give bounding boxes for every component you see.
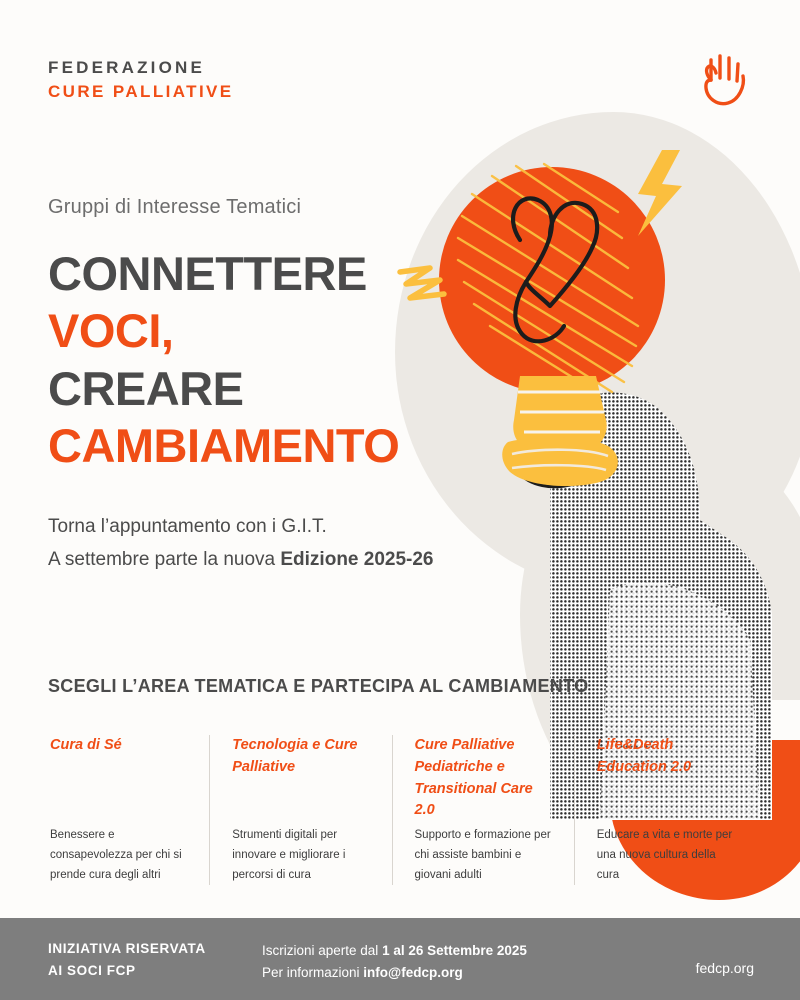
section-heading: SCEGLI L’AREA TEMATICA E PARTECIPA AL CAMBIAMENTO: [48, 676, 589, 696]
thematic-area-description: Benessere e consapevolezza per chi si prende cura degli altri: [50, 829, 182, 882]
lightning-bolt-icon: [638, 150, 682, 236]
brand-logotype: [48, 56, 234, 104]
footer-info-line: [262, 962, 527, 984]
thematic-area-item[interactable]: [392, 735, 574, 885]
hero-title-line-3: CREARE: [48, 361, 244, 415]
thematic-area-title: Life&Death Education 2.0: [596, 737, 692, 775]
thematic-area-description: Supporto e formazione per chi assiste bambini e giovani adulti: [414, 829, 551, 882]
hero-title-line-2: VOCI,: [48, 304, 174, 358]
footer-reserved-line-1: INIZIATIVA RISERVATA: [48, 941, 206, 956]
subtitle-line-1: Torna l’appuntamento con i G.I.T.: [48, 516, 327, 537]
thematic-area-title: Cura di Sé: [50, 737, 122, 753]
footer-dates-line: [262, 940, 527, 962]
hero-title-line-4: CAMBIAMENTO: [48, 418, 400, 472]
thematic-area-item[interactable]: [574, 735, 756, 885]
subtitle-edition: Edizione 2025-26: [280, 549, 434, 571]
brand-line-federazione: FEDERAZIONE: [48, 58, 206, 77]
thematic-area-title: Tecnologia e Cure Palliative: [232, 737, 358, 775]
hero-kicker: Gruppi di Interesse Tematici: [48, 196, 302, 218]
footer-reserved-note: [48, 938, 206, 981]
thematic-area-item[interactable]: [209, 735, 391, 885]
hero-title-block: [48, 196, 399, 474]
footer-reserved-line-2: AI SOCI FCP: [48, 962, 136, 978]
hero-title-line-1: CONNETTERE: [48, 247, 367, 300]
thematic-areas-list: [44, 735, 756, 885]
brand-line-cure-palliative: CURE PALLIATIVE: [48, 81, 234, 101]
subtitle-line-2: [48, 543, 434, 576]
footer-info-email[interactable]: info@fedcp.org: [363, 965, 463, 981]
thematic-area-item[interactable]: [44, 735, 209, 885]
footer-bar: [0, 918, 800, 1000]
thematic-area-description: Educare a vita e morte per una nuova cultura della cura: [596, 829, 733, 882]
footer-dates-value: 1 al 26 Settembre 2025: [382, 943, 527, 958]
footer-website-link[interactable]: fedcp.org: [695, 960, 754, 976]
thematic-area-title: Cure Palliative Pediatriche e Transitional Care 2.0: [414, 737, 533, 819]
footer-info-prefix: Per informazioni: [262, 965, 364, 981]
subtitle-line-2-prefix: A settembre parte la nuova: [48, 549, 281, 571]
hero-subtitle: [48, 510, 434, 577]
footer-registration-info: [262, 940, 527, 985]
zigzag-accent-icon: [396, 262, 450, 306]
footer-dates-prefix: Iscrizioni aperte dal: [262, 943, 383, 958]
lightbulb-hand-illustration: [400, 120, 800, 820]
thematic-area-description: Strumenti digitali per innovare e migliorare i percorsi di cura: [232, 829, 346, 882]
open-hand-icon: [695, 50, 755, 110]
